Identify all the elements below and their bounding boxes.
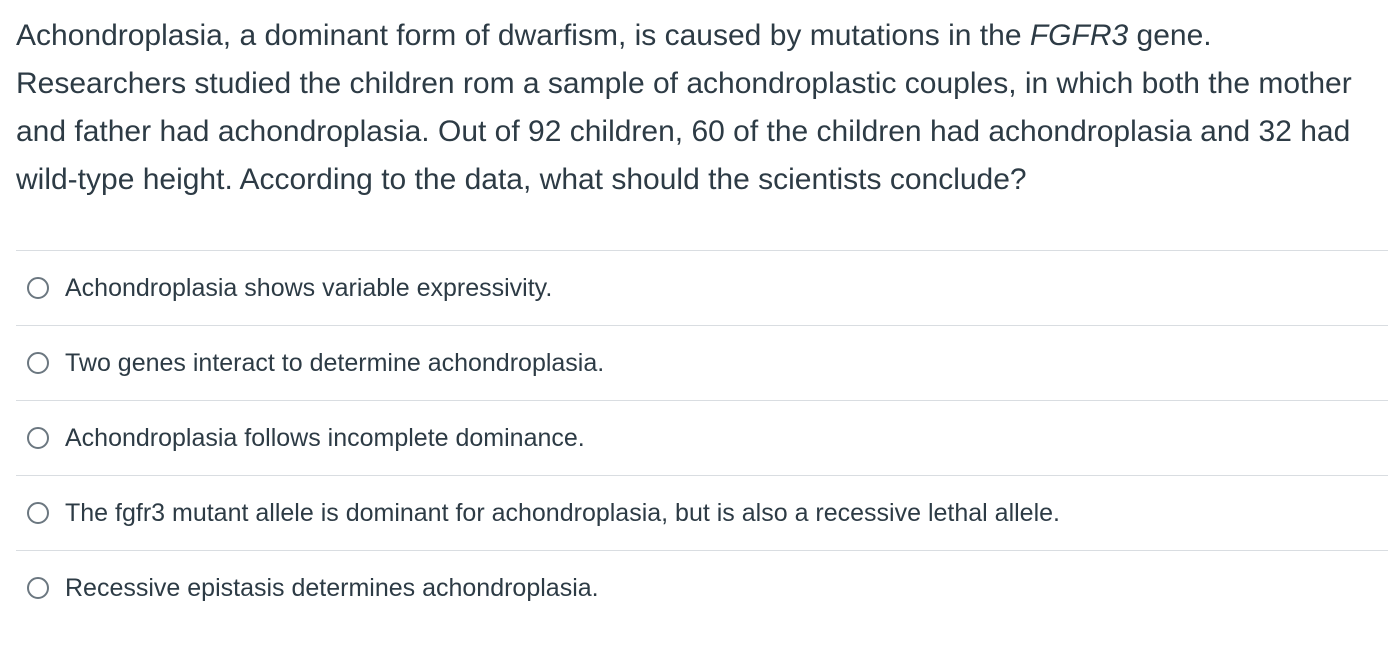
answer-label[interactable]: The fgfr3 mutant allele is dominant for achondroplasia, but is also a recessive lethal allele.: [65, 498, 1060, 527]
gene-name: FGFR3: [1029, 19, 1129, 52]
question-text: [16, 12, 1376, 204]
question-text-part2: gene. Researchers studied the children rom a sample of achondroplastic couples, in which both the mother and father had achondroplasia. Out of 92 children, 60 of the children had achondroplasia and 32 had wild-type height. According to the data, what should the scientists conclude?: [16, 19, 1352, 196]
answer-list: [16, 250, 1388, 625]
radio-button-icon[interactable]: [27, 427, 49, 449]
answer-label[interactable]: Two genes interact to determine achondroplasia.: [65, 348, 605, 377]
answer-label[interactable]: Achondroplasia shows variable expressivity.: [65, 273, 553, 302]
radio-button-icon[interactable]: [27, 577, 49, 599]
answer-option-4[interactable]: [16, 475, 1388, 550]
answer-option-3[interactable]: [16, 400, 1388, 475]
answer-option-1[interactable]: [16, 250, 1388, 325]
answer-option-5[interactable]: [16, 550, 1388, 625]
answer-option-2[interactable]: [16, 325, 1388, 400]
radio-button-icon[interactable]: [27, 352, 49, 374]
radio-button-icon[interactable]: [27, 277, 49, 299]
answer-label[interactable]: Achondroplasia follows incomplete dominance.: [65, 423, 585, 452]
question-text-part1: Achondroplasia, a dominant form of dwarfism, is caused by mutations in the: [16, 19, 1030, 52]
radio-button-icon[interactable]: [27, 502, 49, 524]
answer-label[interactable]: Recessive epistasis determines achondroplasia.: [65, 573, 599, 602]
